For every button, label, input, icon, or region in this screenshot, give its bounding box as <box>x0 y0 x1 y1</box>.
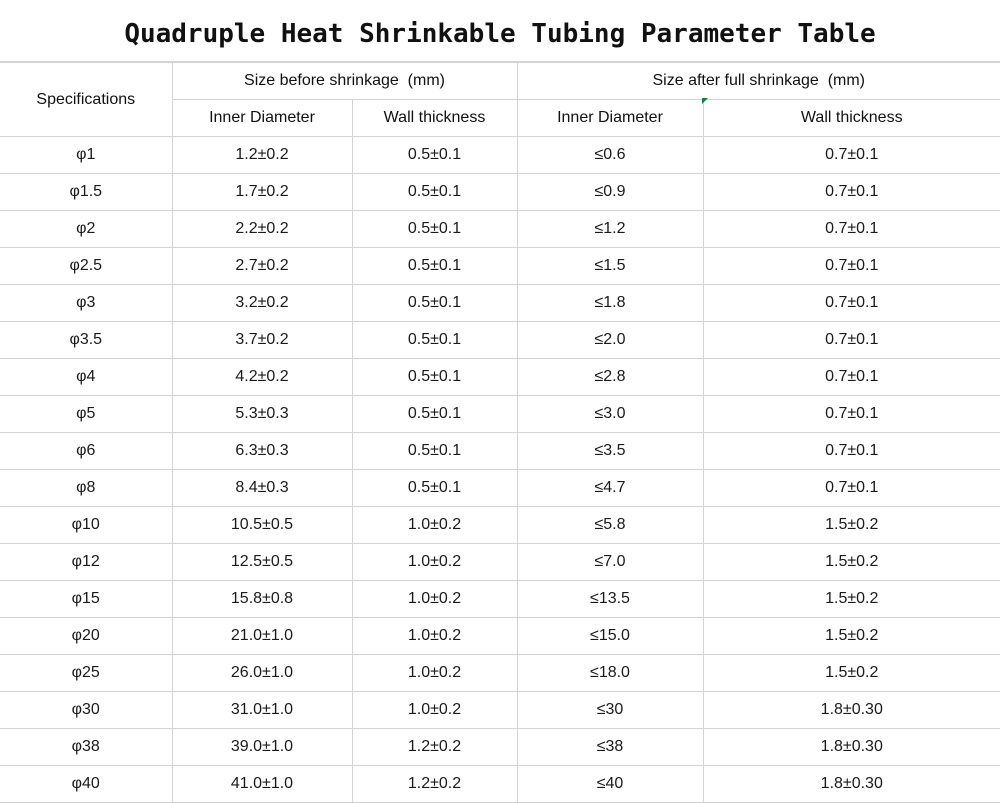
after-inner-cell[interactable]: ≤4.7 <box>517 470 703 507</box>
before-inner-cell[interactable]: 10.5±0.5 <box>172 507 352 544</box>
before-wall-cell[interactable]: 0.5±0.1 <box>352 248 517 285</box>
table-row <box>0 174 1000 211</box>
header-size-after[interactable]: Size after full shrinkage (mm) <box>517 63 1000 100</box>
after-inner-cell[interactable]: ≤40 <box>517 766 703 803</box>
table-row <box>0 322 1000 359</box>
after-wall-cell[interactable]: 0.7±0.1 <box>703 322 1000 359</box>
after-wall-cell[interactable]: 0.7±0.1 <box>703 248 1000 285</box>
after-inner-cell[interactable]: ≤2.0 <box>517 322 703 359</box>
after-inner-cell[interactable]: ≤38 <box>517 729 703 766</box>
before-wall-cell[interactable]: 1.0±0.2 <box>352 507 517 544</box>
page-title: Quadruple Heat Shrinkable Tubing Parameter Table <box>0 0 1000 62</box>
after-wall-cell[interactable]: 0.7±0.1 <box>703 211 1000 248</box>
spec-cell[interactable]: φ40 <box>0 766 172 803</box>
after-inner-cell[interactable]: ≤18.0 <box>517 655 703 692</box>
after-inner-cell[interactable]: ≤1.8 <box>517 285 703 322</box>
after-wall-cell[interactable]: 1.8±0.30 <box>703 766 1000 803</box>
after-wall-cell[interactable]: 0.7±0.1 <box>703 470 1000 507</box>
spec-cell[interactable]: φ2 <box>0 211 172 248</box>
after-wall-cell[interactable]: 1.5±0.2 <box>703 581 1000 618</box>
after-wall-cell[interactable]: 0.7±0.1 <box>703 137 1000 174</box>
spec-cell[interactable]: φ12 <box>0 544 172 581</box>
spec-cell[interactable]: φ3.5 <box>0 322 172 359</box>
before-wall-cell[interactable]: 1.2±0.2 <box>352 729 517 766</box>
before-inner-cell[interactable]: 1.7±0.2 <box>172 174 352 211</box>
table-row <box>0 396 1000 433</box>
table-row <box>0 137 1000 174</box>
spec-cell[interactable]: φ1 <box>0 137 172 174</box>
spec-cell[interactable]: φ10 <box>0 507 172 544</box>
header-specifications[interactable]: Specifications <box>0 63 172 137</box>
after-inner-cell[interactable]: ≤2.8 <box>517 359 703 396</box>
before-wall-cell[interactable]: 1.0±0.2 <box>352 544 517 581</box>
before-inner-cell[interactable]: 1.2±0.2 <box>172 137 352 174</box>
parameter-table <box>0 62 1000 803</box>
table-header <box>0 63 1000 137</box>
after-wall-cell[interactable]: 0.7±0.1 <box>703 433 1000 470</box>
before-inner-cell[interactable]: 6.3±0.3 <box>172 433 352 470</box>
before-wall-cell[interactable]: 0.5±0.1 <box>352 211 517 248</box>
before-inner-cell[interactable]: 4.2±0.2 <box>172 359 352 396</box>
before-inner-cell[interactable]: 8.4±0.3 <box>172 470 352 507</box>
after-inner-cell[interactable]: ≤1.2 <box>517 211 703 248</box>
spec-cell[interactable]: φ2.5 <box>0 248 172 285</box>
before-wall-cell[interactable]: 1.0±0.2 <box>352 655 517 692</box>
before-wall-cell[interactable]: 1.0±0.2 <box>352 618 517 655</box>
spec-cell[interactable]: φ5 <box>0 396 172 433</box>
after-wall-cell[interactable]: 0.7±0.1 <box>703 174 1000 211</box>
header-row-groups <box>0 63 1000 100</box>
after-inner-cell[interactable]: ≤7.0 <box>517 544 703 581</box>
before-inner-cell[interactable]: 5.3±0.3 <box>172 396 352 433</box>
table-row <box>0 507 1000 544</box>
spec-cell[interactable]: φ20 <box>0 618 172 655</box>
before-inner-cell[interactable]: 41.0±1.0 <box>172 766 352 803</box>
table-row <box>0 729 1000 766</box>
spec-cell[interactable]: φ4 <box>0 359 172 396</box>
after-wall-cell[interactable]: 0.7±0.1 <box>703 359 1000 396</box>
header-after-wall-thickness[interactable]: Wall thickness <box>703 100 1000 137</box>
after-inner-cell[interactable]: ≤0.6 <box>517 137 703 174</box>
before-wall-cell[interactable]: 0.5±0.1 <box>352 470 517 507</box>
header-before-wall-thickness[interactable]: Wall thickness <box>352 100 517 137</box>
table-row <box>0 285 1000 322</box>
before-inner-cell[interactable]: 3.2±0.2 <box>172 285 352 322</box>
after-inner-cell[interactable]: ≤1.5 <box>517 248 703 285</box>
after-wall-cell[interactable]: 0.7±0.1 <box>703 396 1000 433</box>
before-wall-cell[interactable]: 0.5±0.1 <box>352 137 517 174</box>
table-row <box>0 581 1000 618</box>
after-wall-cell[interactable]: 0.7±0.1 <box>703 285 1000 322</box>
after-inner-cell[interactable]: ≤5.8 <box>517 507 703 544</box>
spec-cell[interactable]: φ6 <box>0 433 172 470</box>
after-wall-cell[interactable]: 1.5±0.2 <box>703 618 1000 655</box>
table-row <box>0 359 1000 396</box>
spec-cell[interactable]: φ38 <box>0 729 172 766</box>
before-wall-cell[interactable]: 0.5±0.1 <box>352 359 517 396</box>
header-after-inner-diameter[interactable]: Inner Diameter <box>517 100 703 137</box>
before-wall-cell[interactable]: 1.0±0.2 <box>352 581 517 618</box>
before-inner-cell[interactable]: 2.2±0.2 <box>172 211 352 248</box>
cell-comment-marker-icon <box>702 98 708 104</box>
before-inner-cell[interactable]: 21.0±1.0 <box>172 618 352 655</box>
after-wall-cell[interactable]: 1.8±0.30 <box>703 729 1000 766</box>
table-row <box>0 433 1000 470</box>
header-size-before[interactable]: Size before shrinkage (mm) <box>172 63 517 100</box>
spec-cell[interactable]: φ30 <box>0 692 172 729</box>
after-wall-cell[interactable]: 1.5±0.2 <box>703 544 1000 581</box>
after-inner-cell[interactable]: ≤3.5 <box>517 433 703 470</box>
after-inner-cell[interactable]: ≤13.5 <box>517 581 703 618</box>
spec-cell[interactable]: φ1.5 <box>0 174 172 211</box>
table-row <box>0 766 1000 803</box>
table-row <box>0 618 1000 655</box>
after-inner-cell[interactable]: ≤15.0 <box>517 618 703 655</box>
table-row <box>0 470 1000 507</box>
before-inner-cell[interactable]: 3.7±0.2 <box>172 322 352 359</box>
table-row <box>0 211 1000 248</box>
before-wall-cell[interactable]: 0.5±0.1 <box>352 285 517 322</box>
before-wall-cell[interactable]: 1.2±0.2 <box>352 766 517 803</box>
before-inner-cell[interactable]: 15.8±0.8 <box>172 581 352 618</box>
before-inner-cell[interactable]: 2.7±0.2 <box>172 248 352 285</box>
before-inner-cell[interactable]: 39.0±1.0 <box>172 729 352 766</box>
before-wall-cell[interactable]: 0.5±0.1 <box>352 433 517 470</box>
after-inner-cell[interactable]: ≤30 <box>517 692 703 729</box>
table-row <box>0 248 1000 285</box>
before-inner-cell[interactable]: 26.0±1.0 <box>172 655 352 692</box>
header-before-inner-diameter[interactable]: Inner Diameter <box>172 100 352 137</box>
after-inner-cell[interactable]: ≤0.9 <box>517 174 703 211</box>
spec-cell[interactable]: φ25 <box>0 655 172 692</box>
table-row <box>0 692 1000 729</box>
spec-cell[interactable]: φ15 <box>0 581 172 618</box>
before-wall-cell[interactable]: 0.5±0.1 <box>352 322 517 359</box>
after-wall-cell[interactable]: 1.5±0.2 <box>703 655 1000 692</box>
after-wall-cell[interactable]: 1.5±0.2 <box>703 507 1000 544</box>
before-wall-cell[interactable]: 0.5±0.1 <box>352 174 517 211</box>
before-inner-cell[interactable]: 31.0±1.0 <box>172 692 352 729</box>
table-row <box>0 544 1000 581</box>
before-wall-cell[interactable]: 0.5±0.1 <box>352 396 517 433</box>
before-wall-cell[interactable]: 1.0±0.2 <box>352 692 517 729</box>
after-inner-cell[interactable]: ≤3.0 <box>517 396 703 433</box>
spec-cell[interactable]: φ3 <box>0 285 172 322</box>
after-wall-cell[interactable]: 1.8±0.30 <box>703 692 1000 729</box>
table-body <box>0 137 1000 803</box>
before-inner-cell[interactable]: 12.5±0.5 <box>172 544 352 581</box>
spec-cell[interactable]: φ8 <box>0 470 172 507</box>
table-row <box>0 655 1000 692</box>
